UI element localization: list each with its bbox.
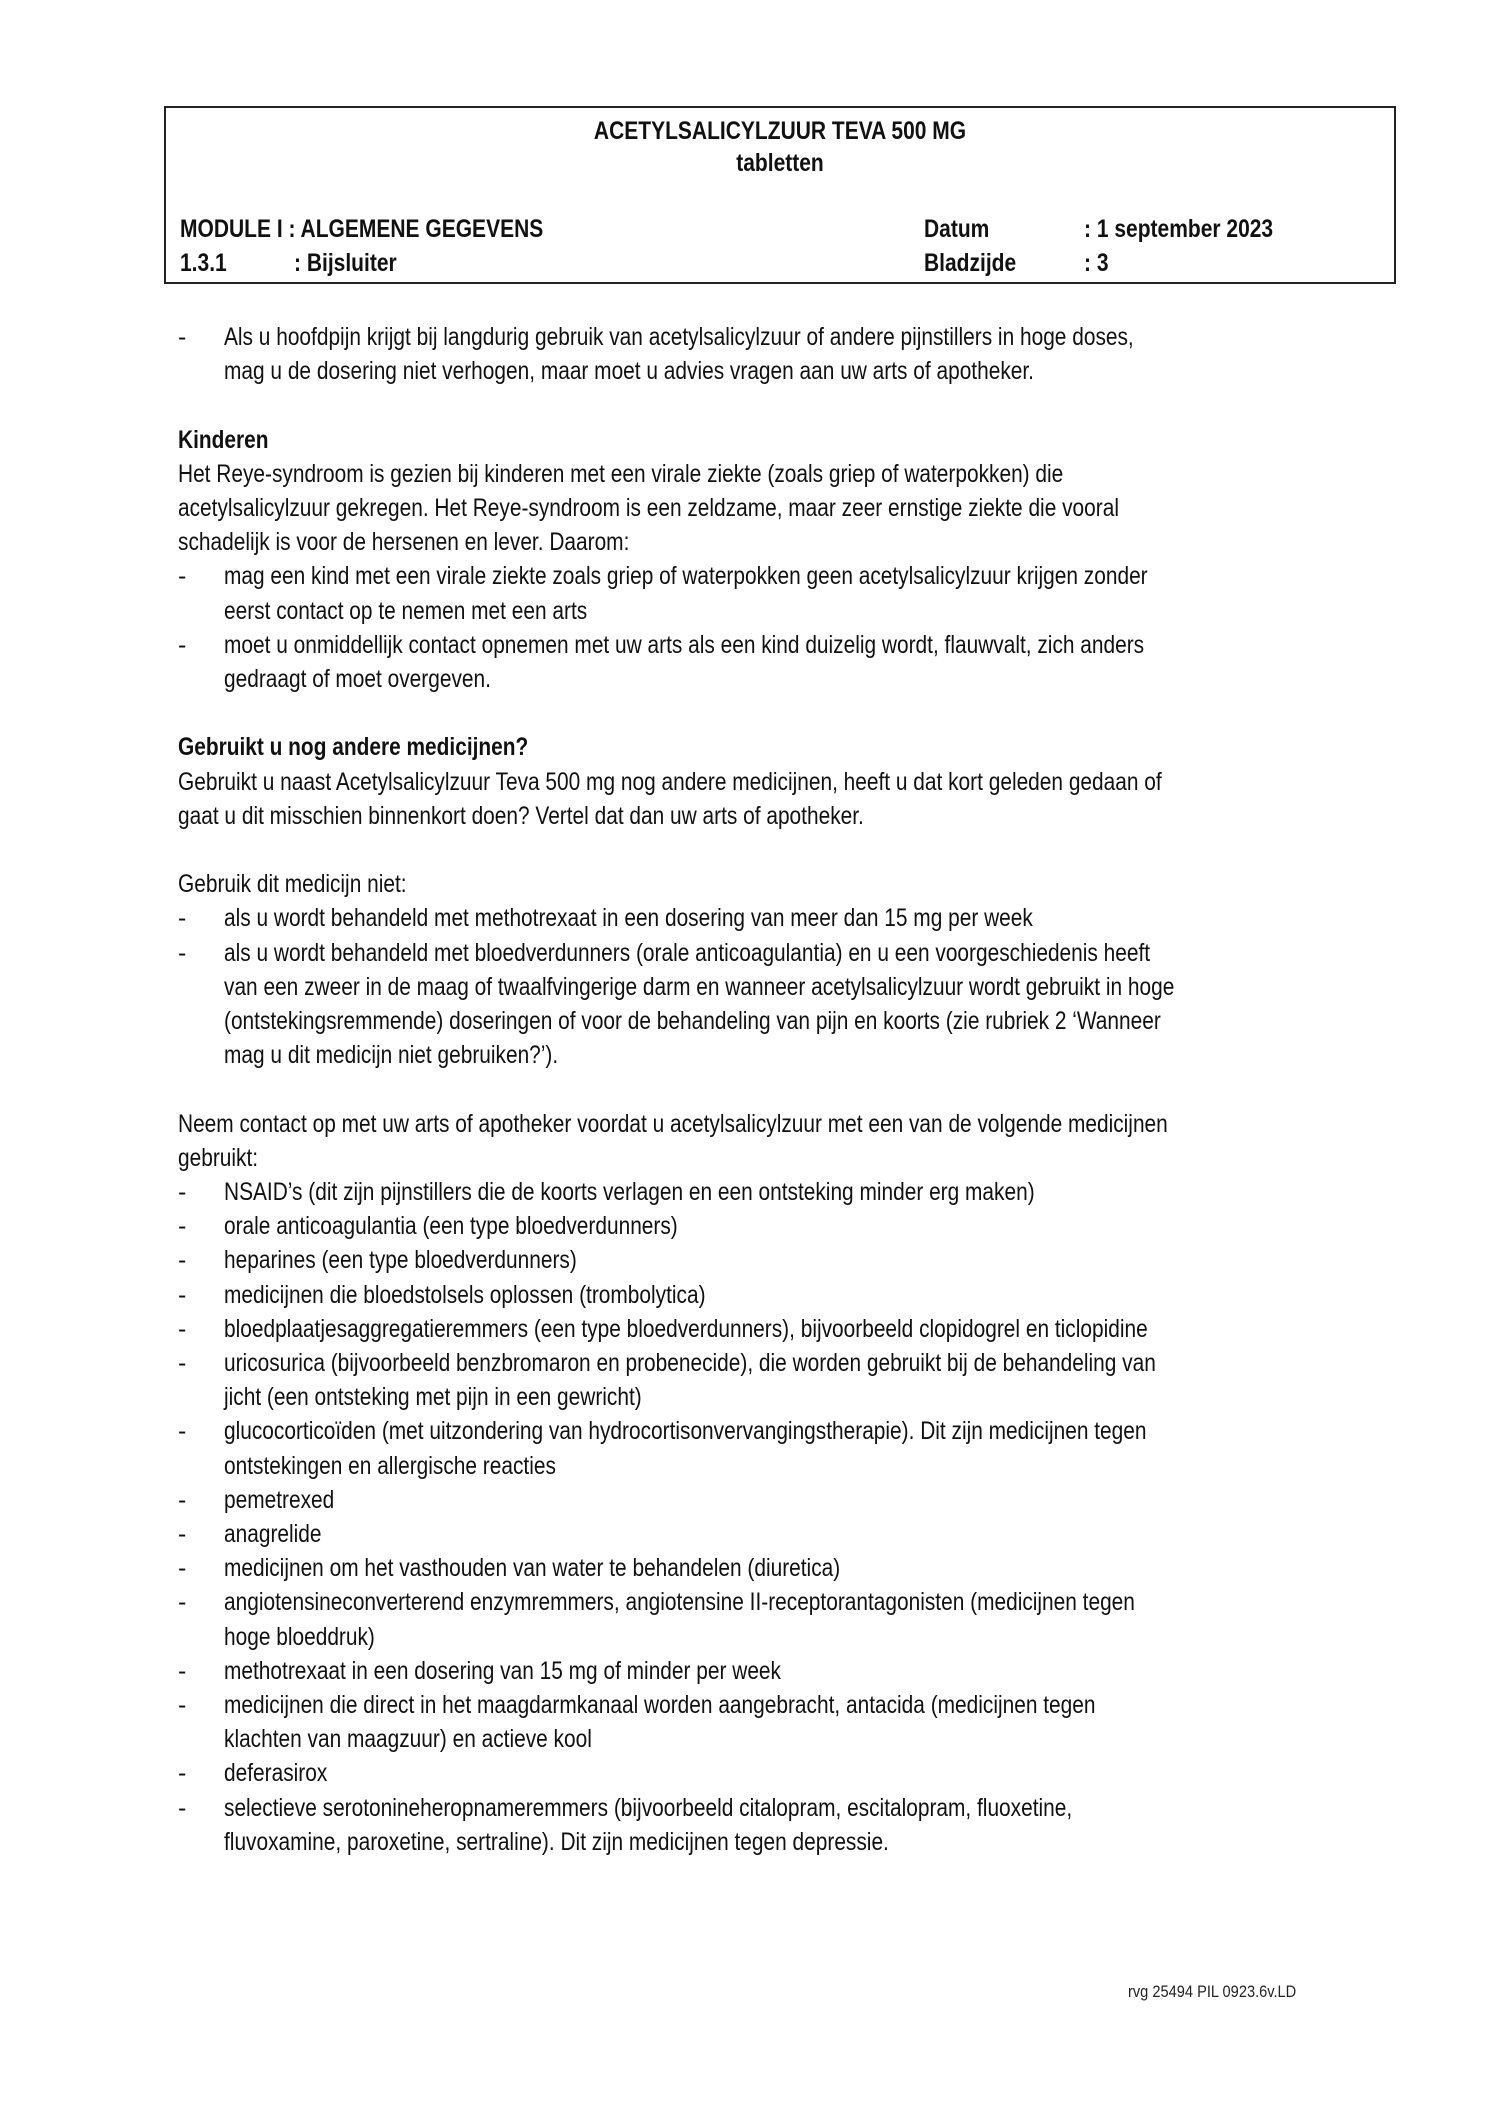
bullet-item: hoge bloeddruk): [224, 1622, 375, 1651]
product-form: tabletten: [736, 149, 824, 177]
paragraph-line: Neem contact op met uw arts of apotheker voordat u acetylsalicylzuur met een van de volgende medicijnen: [178, 1109, 1168, 1138]
date-label: Datum: [924, 215, 990, 243]
section-heading-kinderen: Kinderen: [178, 425, 269, 454]
bullet-item: NSAID’s (dit zijn pijnstillers die de koorts verlagen en een ontsteking minder erg maken): [224, 1178, 1035, 1206]
paragraph-line: Gebruikt u naast Acetylsalicylzuur Teva 500 mg nog andere medicijnen, heeft u dat kort geleden gedaan of: [178, 767, 1162, 796]
bullet-item: anagrelide: [224, 1520, 322, 1548]
paragraph-line: acetylsalicylzuur gekregen. Het Reye-syndroom is een zeldzame, maar zeer ernstige ziekte die vooral: [178, 494, 1119, 522]
bullet-dash-icon: -: [178, 1691, 187, 1719]
bullet-dash-icon: -: [178, 904, 187, 933]
document-header-box: [164, 106, 1396, 284]
bullet-item: van een zweer in de maag of twaalfvingerige darm en wanneer acetylsalicylzuur wordt gebruikt in hoge: [224, 972, 1175, 1001]
bullet-item: als u wordt behandeld met methotrexaat in een dosering van meer dan 15 mg per week: [224, 904, 1033, 933]
bullet-item: gedraagt of moet overgeven.: [224, 665, 491, 693]
bullet-item: medicijnen om het vasthouden van water te behandelen (diuretica): [224, 1554, 841, 1583]
bullet-item: selectieve serotonineheropnameremmers (bijvoorbeeld citalopram, escitalopram, fluoxetine,: [224, 1793, 1073, 1822]
bullet-item: eerst contact op te nemen met een arts: [224, 596, 588, 625]
bullet-item: mag u dit medicijn niet gebruiken?’).: [224, 1041, 559, 1070]
section-number: 1.3.1: [180, 249, 227, 277]
module-label: MODULE I : ALGEMENE GEGEVENS: [180, 215, 544, 243]
bullet-item: klachten van maagzuur) en actieve kool: [224, 1725, 592, 1754]
bullet-item: medicijnen die bloedstolsels oplossen (trombolytica): [224, 1280, 706, 1309]
bullet-dash-icon: -: [178, 1314, 187, 1343]
paragraph-line: Het Reye-syndroom is gezien bij kinderen met een virale ziekte (zoals griep of waterpokken) die: [178, 459, 1064, 488]
bullet-item: jicht (een ontsteking met pijn in een gewricht): [224, 1383, 642, 1412]
bullet-dash-icon: -: [178, 1554, 187, 1583]
date-value: : 1 september 2023: [1084, 215, 1274, 243]
bullet-item: mag u de dosering niet verhogen, maar moet u advies vragen aan uw arts of apotheker.: [224, 357, 1034, 386]
bullet-item: pemetrexed: [224, 1485, 335, 1514]
bullet-item: als u wordt behandeld met bloedverdunners (orale anticoagulantia) en u een voorgeschiedenis heeft: [224, 938, 1151, 967]
bullet-dash-icon: -: [178, 938, 187, 967]
bullet-item: Als u hoofdpijn krijgt bij langdurig gebruik van acetylsalicylzuur of andere pijnstillers in hoge doses,: [224, 323, 1134, 351]
bullet-item: (ontstekingsremmende) doseringen of voor de behandeling van pijn en koorts (zie rubriek 2 ‘Wanneer: [224, 1007, 1161, 1035]
bullet-dash-icon: -: [178, 1520, 187, 1548]
bullet-dash-icon: -: [178, 1485, 187, 1514]
bullet-dash-icon: -: [178, 323, 187, 351]
paragraph-line: schadelijk is voor de hersenen en lever. Daarom:: [178, 528, 630, 557]
bullet-item: glucocorticoïden (met uitzondering van hydrocortisonvervangingstherapie). Dit zijn medicijnen tegen: [224, 1417, 1147, 1446]
bullet-dash-icon: -: [178, 630, 187, 659]
bullet-item: mag een kind met een virale ziekte zoals griep of waterpokken geen acetylsalicylzuur krijgen zonder: [224, 562, 1148, 591]
bullet-dash-icon: -: [178, 1349, 187, 1377]
section-name: : Bijsluiter: [294, 249, 397, 277]
bullet-dash-icon: -: [178, 1212, 187, 1241]
bullet-item: fluvoxamine, paroxetine, sertraline). Dit zijn medicijnen tegen depressie.: [224, 1827, 889, 1856]
bullet-dash-icon: -: [178, 1588, 187, 1617]
bullet-item: medicijnen die direct in het maagdarmkanaal worden aangebracht, antacida (medicijnen tegen: [224, 1691, 1096, 1719]
bullet-item: deferasirox: [224, 1759, 328, 1788]
bullet-dash-icon: -: [178, 562, 187, 591]
bullet-item: angiotensineconverterend enzymremmers, angiotensine II-receptorantagonisten (medicijnen tegen: [224, 1588, 1135, 1617]
bullet-dash-icon: -: [178, 1656, 187, 1685]
paragraph-line: gebruikt:: [178, 1143, 259, 1172]
paragraph-line: gaat u dit misschien binnenkort doen? Vertel dat dan uw arts of apotheker.: [178, 801, 864, 830]
bullet-dash-icon: -: [178, 1280, 187, 1309]
document-reference: rvg 25494 PIL 0923.6v.LD: [1128, 1982, 1297, 2001]
bullet-dash-icon: -: [178, 1246, 187, 1275]
bullet-item: ontstekingen en allergische reacties: [224, 1451, 556, 1480]
paragraph-line: Gebruik dit medicijn niet:: [178, 870, 407, 899]
bullet-item: bloedplaatjesaggregatieremmers (een type bloedverdunners), bijvoorbeeld clopidogrel en ticlopidine: [224, 1314, 1148, 1343]
page-label: Bladzijde: [924, 249, 1017, 277]
bullet-dash-icon: -: [178, 1759, 187, 1788]
product-name: ACETYLSALICYLZUUR TEVA 500 MG: [593, 117, 967, 145]
bullet-dash-icon: -: [178, 1417, 187, 1446]
bullet-item: moet u onmiddellijk contact opnemen met uw arts als een kind duizelig wordt, flauwvalt, zich anders: [224, 630, 1145, 659]
page-number: : 3: [1084, 249, 1109, 277]
bullet-item: methotrexaat in een dosering van 15 mg of minder per week: [224, 1656, 781, 1685]
bullet-item: uricosurica (bijvoorbeeld benzbromaron en probenecide), die worden gebruikt bij de behandeling van: [224, 1349, 1156, 1377]
bullet-dash-icon: -: [178, 1178, 187, 1206]
section-heading-andere-medicijnen: Gebruikt u nog andere medicijnen?: [178, 733, 529, 762]
bullet-dash-icon: -: [178, 1793, 187, 1822]
bullet-item: heparines (een type bloedverdunners): [224, 1246, 577, 1275]
bullet-item: orale anticoagulantia (een type bloedverdunners): [224, 1212, 678, 1241]
